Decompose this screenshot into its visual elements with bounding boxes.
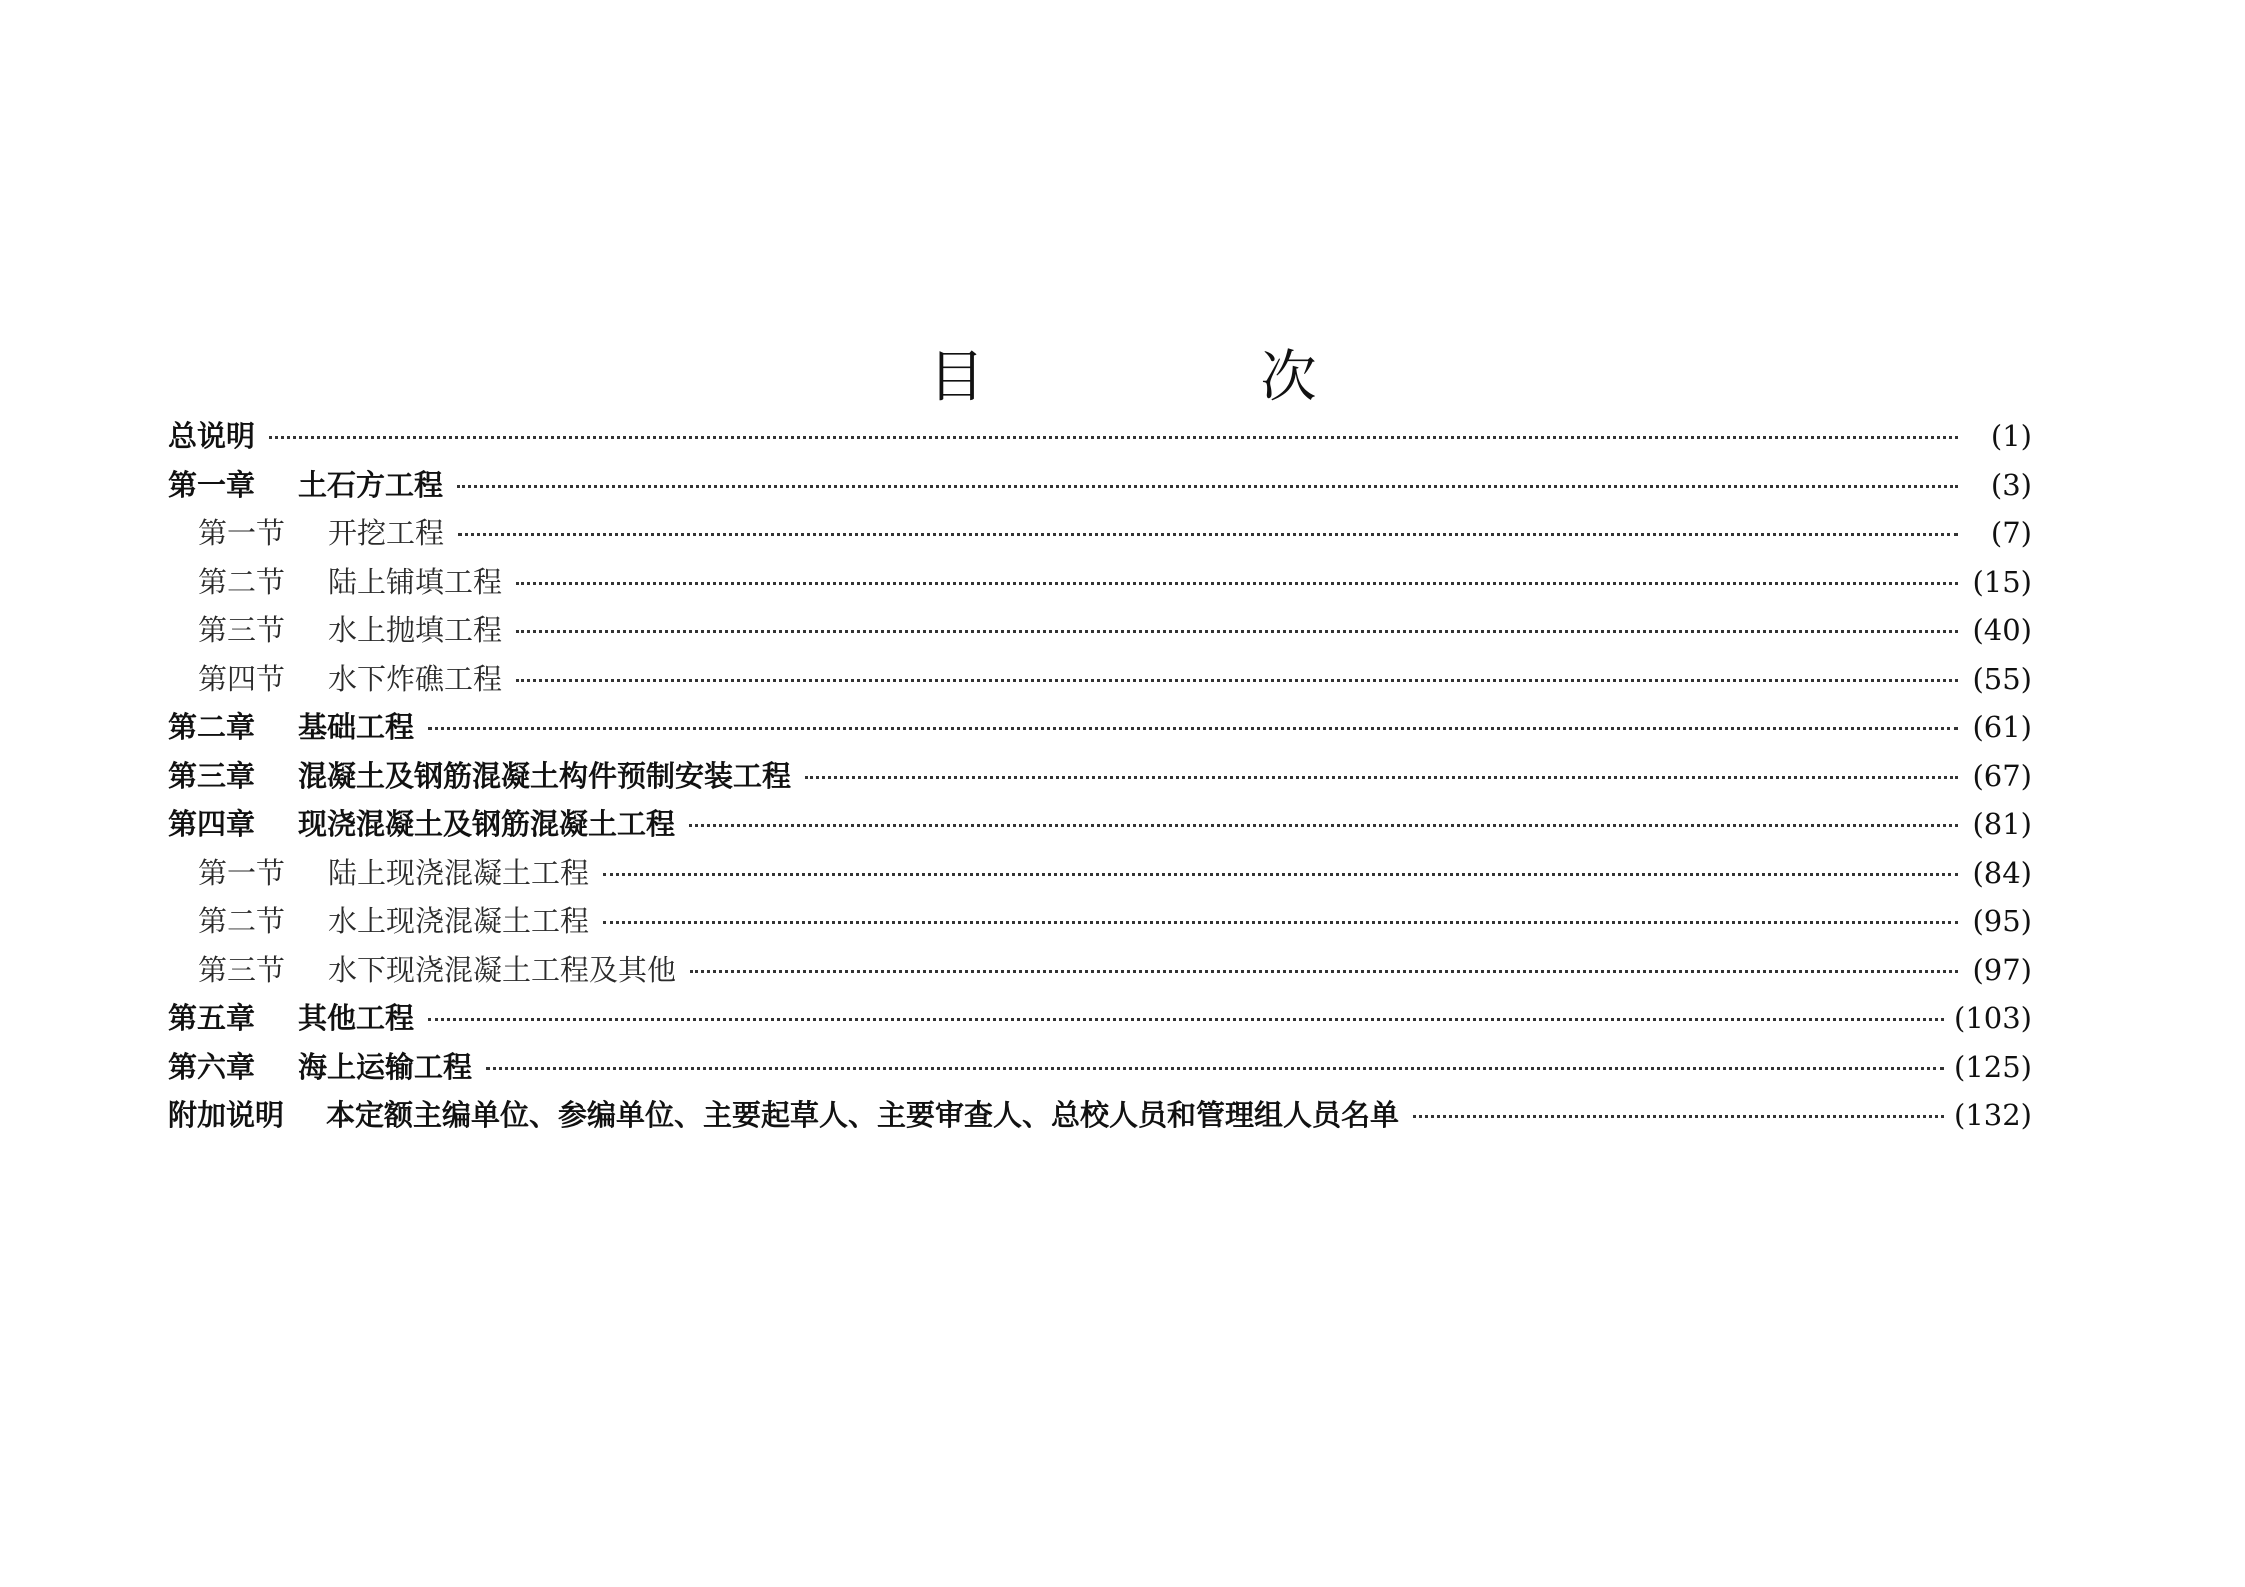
dot-leader — [428, 1018, 1944, 1021]
toc-entry — [168, 899, 2032, 948]
toc-entry-label: 本定额主编单位、参编单位、主要起草人、主要审查人、总校人员和管理组人员名单 — [326, 1098, 1400, 1132]
toc-entry-label: 水上抛填工程 — [328, 613, 503, 647]
toc-entry-number: 第一章 — [168, 467, 256, 502]
toc-entry-number: 第二节 — [198, 904, 286, 938]
dot-leader — [428, 727, 1958, 730]
toc-entry-page: (1) — [1990, 419, 2032, 453]
toc-entry-page: (3) — [1990, 467, 2032, 502]
toc-entry-number: 第四章 — [168, 807, 256, 841]
toc-entry-label: 其他工程 — [298, 1001, 415, 1035]
toc-entry-page: (55) — [1972, 661, 2032, 696]
dot-leader — [689, 824, 1958, 827]
toc-entry-label: 水下炸礁工程 — [328, 661, 503, 696]
toc-entry — [168, 608, 2032, 657]
toc-entry-number: 第四节 — [198, 661, 286, 696]
toc-entry-label: 基础工程 — [298, 710, 415, 744]
toc-entry-label: 海上运输工程 — [298, 1049, 473, 1084]
toc-entry-page: (97) — [1972, 952, 2032, 987]
toc-entry-label: 水上现浇混凝土工程 — [328, 904, 590, 938]
toc-entry-page: (7) — [1990, 516, 2032, 550]
dot-leader — [516, 630, 1958, 633]
toc-entry-page: (61) — [1972, 710, 2032, 744]
toc-entry-page: (81) — [1972, 807, 2032, 841]
dot-leader — [269, 436, 1958, 439]
table-of-contents — [168, 414, 2032, 1142]
toc-entry-number: 第五章 — [168, 1001, 256, 1035]
dot-leader — [690, 970, 1958, 973]
dot-leader — [516, 679, 1958, 682]
toc-entry-label: 开挖工程 — [328, 516, 445, 550]
toc-entry-number: 第三节 — [198, 613, 286, 647]
toc-entry-number: 附加说明 — [168, 1098, 285, 1132]
toc-entry-number: 第二章 — [168, 710, 256, 744]
toc-entry-label: 水下现浇混凝土工程及其他 — [328, 952, 677, 987]
toc-entry-page: (67) — [1972, 758, 2032, 793]
toc-entry-label: 混凝土及钢筋混凝土构件预制安装工程 — [298, 758, 792, 793]
toc-entry — [168, 560, 2032, 609]
toc-entry — [168, 948, 2032, 997]
dot-leader — [458, 533, 1958, 536]
toc-entry-page: (132) — [1954, 1098, 2032, 1132]
toc-entry-label: 陆上铺填工程 — [328, 564, 503, 599]
toc-entry-label: 现浇混凝土及钢筋混凝土工程 — [298, 807, 676, 841]
toc-entry — [168, 802, 2032, 851]
toc-entry-number: 第三节 — [198, 952, 286, 987]
dot-leader — [1413, 1115, 1944, 1118]
toc-entry — [168, 463, 2032, 512]
dot-leader — [603, 873, 1958, 876]
dot-leader — [516, 582, 1958, 585]
toc-entry — [168, 1045, 2032, 1094]
dot-leader — [603, 921, 1958, 924]
toc-entry — [168, 511, 2032, 560]
page-title: 目 次 — [928, 344, 1427, 410]
toc-entry — [168, 414, 2032, 463]
toc-entry-page: (84) — [1972, 855, 2032, 890]
toc-entry — [168, 851, 2032, 900]
toc-entry — [168, 657, 2032, 706]
toc-entry — [168, 705, 2032, 754]
toc-entry-number: 总说明 — [168, 419, 256, 453]
toc-entry-number: 第六章 — [168, 1049, 256, 1084]
toc-entry-number: 第一节 — [198, 516, 286, 550]
toc-entry-page: (15) — [1972, 564, 2032, 599]
toc-entry-page: (103) — [1954, 1001, 2032, 1035]
toc-entry-page: (125) — [1954, 1049, 2032, 1084]
toc-entry-number: 第三章 — [168, 758, 256, 793]
toc-entry — [168, 754, 2032, 803]
dot-leader — [805, 776, 1958, 779]
toc-entry-number: 第二节 — [198, 564, 286, 599]
dot-leader — [457, 485, 1958, 488]
toc-entry-page: (95) — [1972, 904, 2032, 938]
toc-entry-page: (40) — [1972, 613, 2032, 647]
toc-entry — [168, 1093, 2032, 1142]
toc-entry-label: 土石方工程 — [298, 467, 444, 502]
toc-entry-label: 陆上现浇混凝土工程 — [328, 855, 590, 890]
dot-leader — [486, 1067, 1944, 1070]
toc-entry — [168, 996, 2032, 1045]
toc-entry-number: 第一节 — [198, 855, 286, 890]
